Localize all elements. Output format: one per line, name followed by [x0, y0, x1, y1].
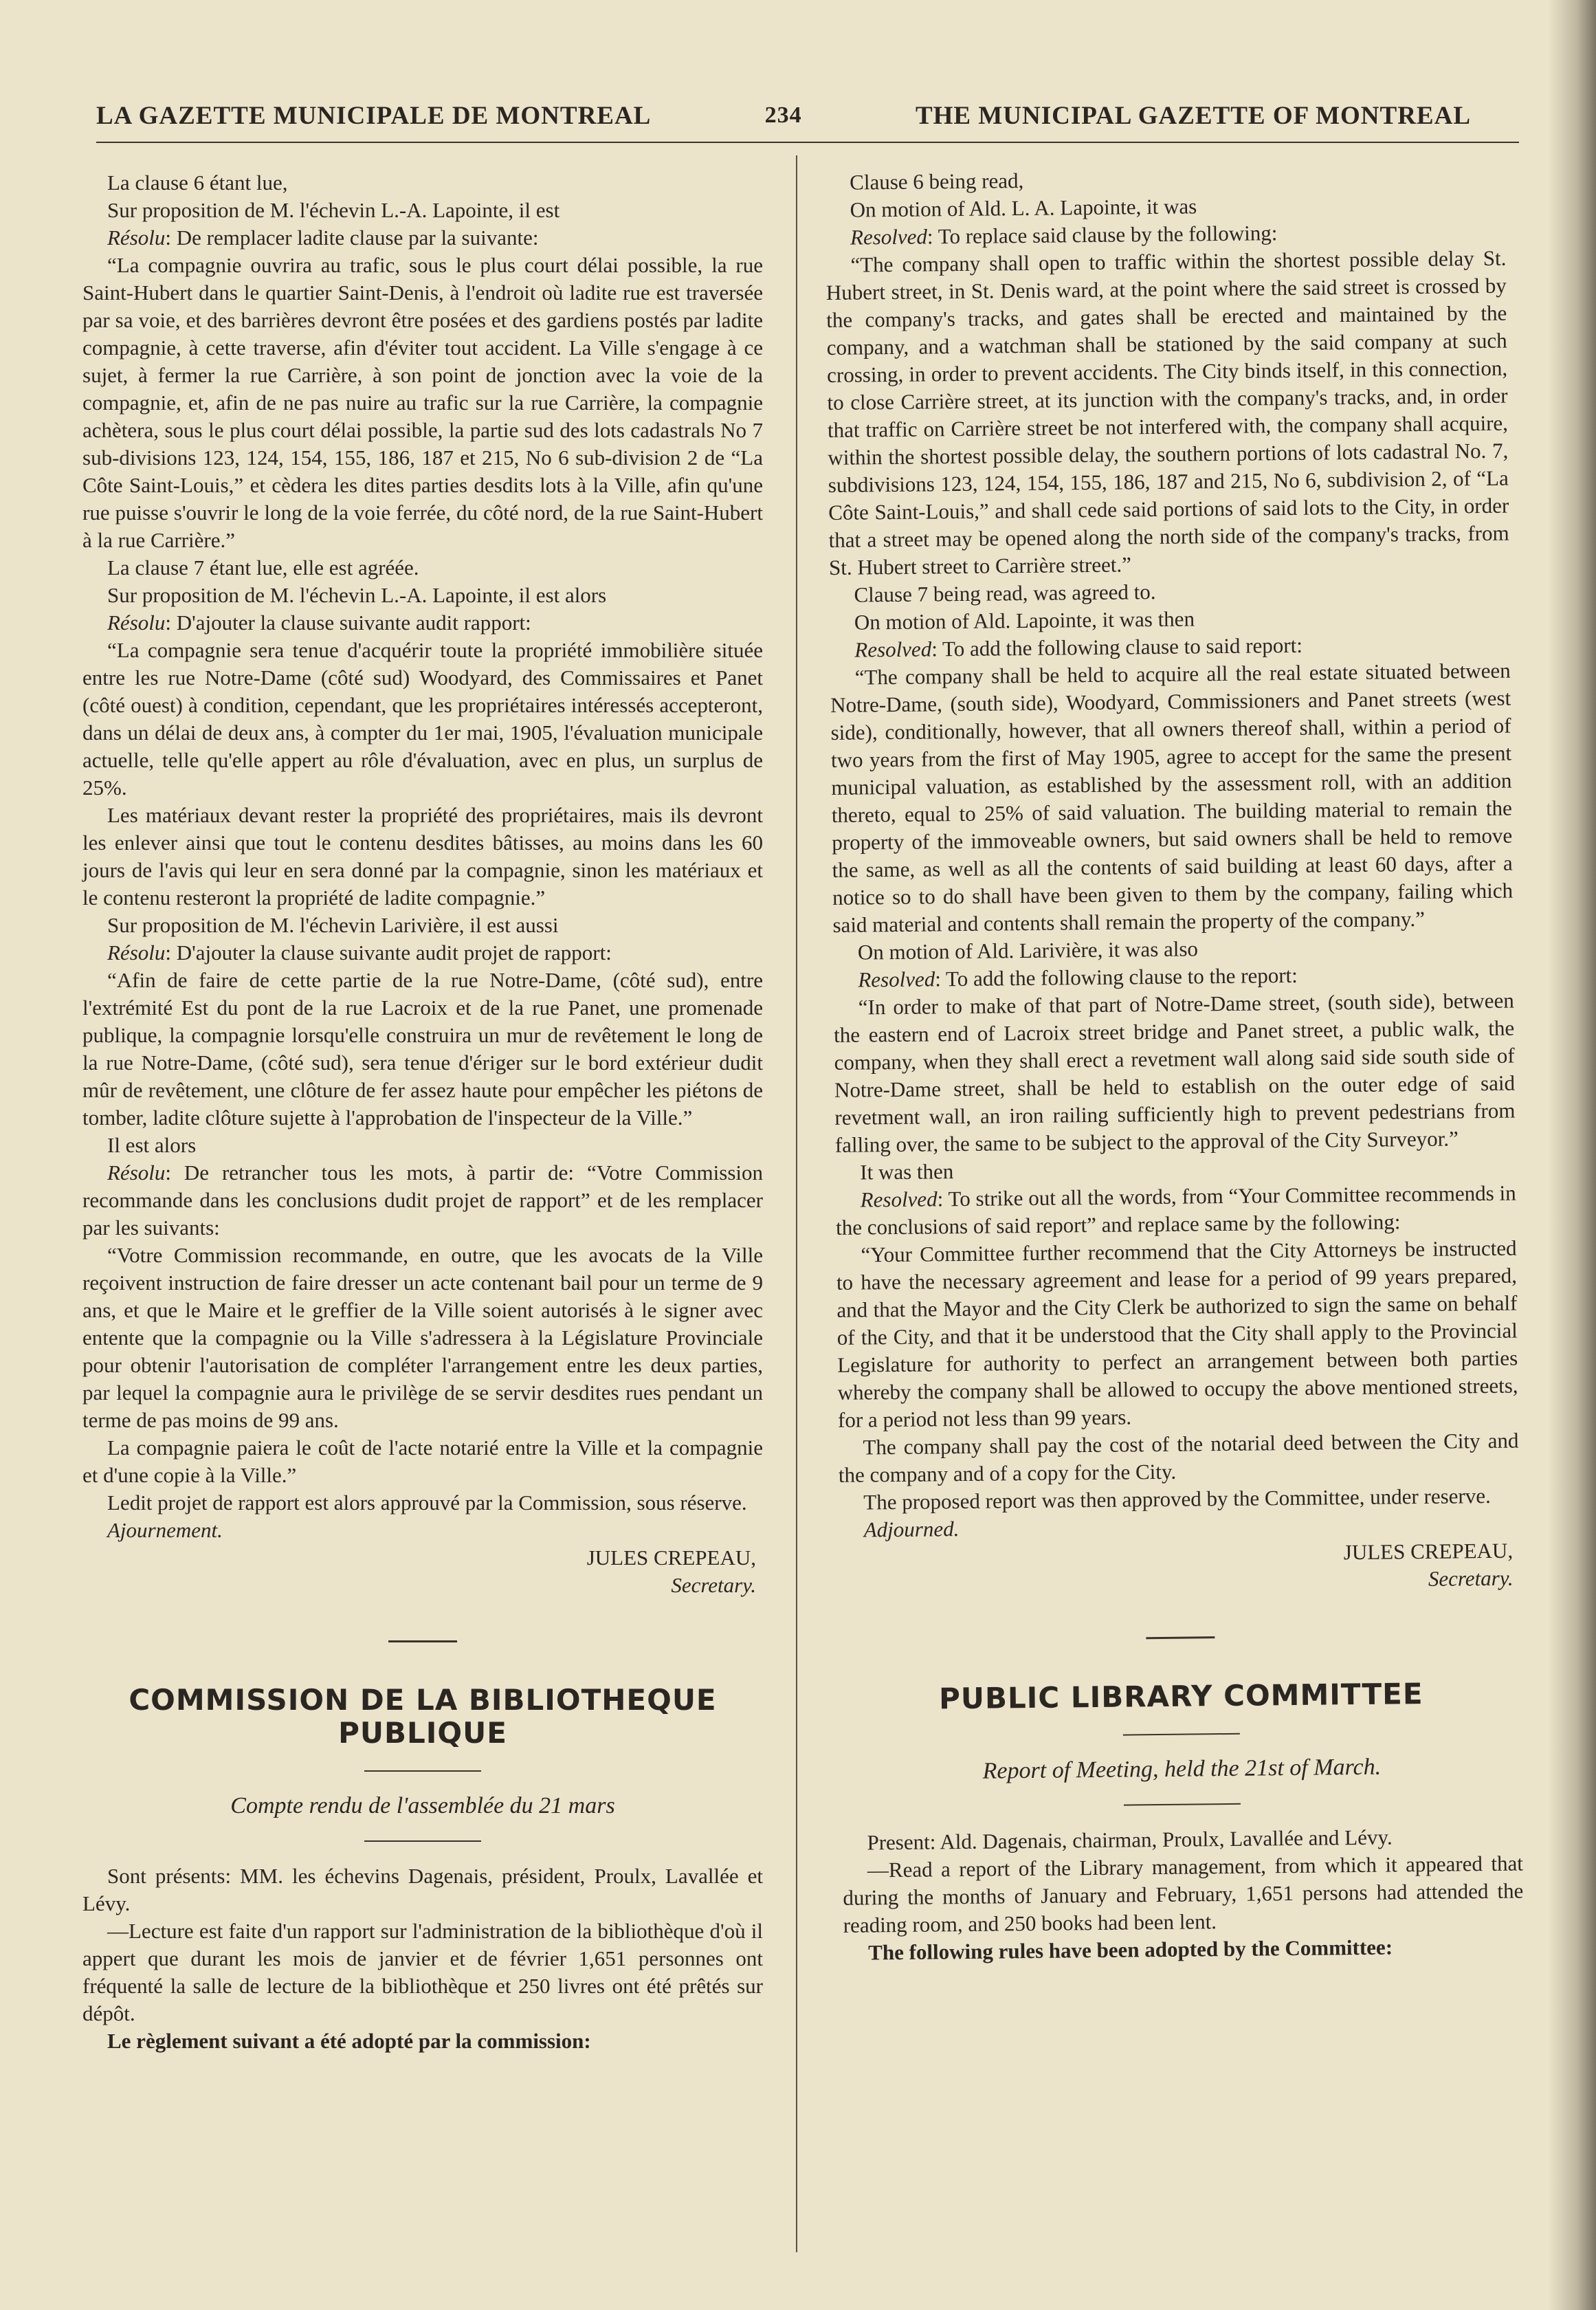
paragraph: Clause 6 being read, — [850, 168, 1024, 195]
resolution-label: Résolu — [107, 610, 166, 635]
english-column — [825, 162, 1524, 1967]
paragraph: “Votre Commission recommande, en outre, que les avocats de la Ville reçoivent instruction de faire dresser un acte contenant bail pour un terme de 9 ans, et que le Maire et le greffier de la Ville soient autorisés à le signer avec entente que la compagnie ou la Ville s'adressera à la Législature Provinciale pour obtenir l'autorisation de compléter l'arrangement entre les deux parties, par lequel la compagnie aura le privilège de se servir desdites rues pendant un terme de pas moins de 99 ans. — [82, 1243, 763, 1432]
resolution-text: : D'ajouter la clause suivante audit projet de rapport: — [165, 940, 612, 965]
paragraph: On motion of Ald. L. A. Lapointe, it was — [850, 194, 1197, 222]
section-subtitle: Report of Meeting, held the 21st of March. — [982, 1754, 1382, 1784]
paragraph: “The company shall be held to acquire all the real estate situated between Notre-Dame, (south side), Woodyard, Commissioners and Panet streets (west side), conditionally, however, that all owners thereof shall, within a period of two years from the first of May 1905, agree to accept for the same the present municipal valuation, as established by the assessment roll, with an addition thereto, equal to 25% of said valuation. The building material to remain the property of the immoveable owners, but said owners shall be held to remove the same, as well as all the contents of said building at least 60 days, after a notice so to do shall have been given to them by the company, failing which said material and contents shall remain the property of the company.” — [830, 658, 1514, 937]
page-header — [96, 95, 1471, 136]
paragraph: It was then — [860, 1159, 954, 1185]
paragraph: Ledit projet de rapport est alors approuvé par la Commission, sous réserve. — [107, 1490, 747, 1515]
paragraph: “Your Committee further recommend that the City Attorneys be instructed to have the necessary agreement and lease for a period of 99 years prepared, and that the Mayor and the City Clerk be authorized to sign the same on behalf of the City, and that it be understood that the City shall apply to the Provincial Legislature for authority to perfect an arrangement between both parties whereby the company shall be allowed to occupy the above mentioned streets, for a period not less than 99 years. — [836, 1235, 1518, 1432]
title-rule — [364, 1770, 481, 1772]
adjournment: Adjourned. — [863, 1517, 960, 1542]
paragraph: The proposed report was then approved by the Committee, under reserve. — [863, 1483, 1491, 1515]
paragraph: “Afin de faire de cette partie de la rue Notre-Dame, (côté sud), entre l'extrémité Est du pont de la rue Lacroix et de la rue Panet, une promenade publique, la compagnie lorsqu'elle construira un mur de revêtement le long de la rue Notre-Dame, (côté sud), sera tenue d'ériger sur le bord extérieur dudit mûr de revêtement, une clôture de fer assez haute pour empêcher les piétons de tomber, ladite clôture sujette à l'approbation de l'inspecteur de la Ville.” — [82, 968, 763, 1130]
resolution-label: Resolved — [854, 637, 932, 662]
paragraph: —Read a report of the Library management, from which it appeared that during the months of January and February, 1,651 persons had attended the reading room, and 250 books had been lent. — [843, 1851, 1524, 1937]
paragraph — [82, 609, 763, 637]
resolution-text: : D'ajouter la clause suivante audit rapport: — [165, 610, 531, 635]
resolution-label: Résolu — [107, 226, 166, 250]
paragraph: On motion of Ald. Lapointe, it was then — [854, 606, 1195, 635]
section-title: PUBLIC LIBRARY COMMITTEE — [938, 1677, 1423, 1716]
paragraph: “La compagnie ouvrira au trafic, sous le plus court délai possible, la rue Saint-Hubert dans le quartier Saint-Denis, à l'endroit où ladite rue est traversée par sa voie, et des barrières devront être posées et des gardiens postés par ladite compagnie, à cette traverse, afin d'éviter tout accident. La Ville s'engage à ce sujet, à fermer la rue Carrière, à son point de jonction avec la voie de la compagnie, et, afin de ne pas nuire au trafic sur la rue Carrière, la compagnie achètera, sous le plus court délai possible, la partie sud des lots cadastrals No 7 sub-divisions 123, 124, 154, 155, 186, 187 et 215, No 6 sub-division 2 de “La Côte Saint-Louis,” et cèdera les dites parties desdits lots à la Ville, afin qu'une rue puisse s'ouvrir le long de la voie ferrée, du côté nord, de la rue Saint-Hubert à la rue Carrière.” — [82, 253, 763, 552]
header-rule — [96, 142, 1519, 143]
subtitle-rule — [364, 1840, 481, 1842]
paragraph: Clause 7 being read, was agreed to. — [854, 579, 1156, 607]
paragraph: Sur proposition de M. l'échevin L.-A. Lapointe, il est — [107, 198, 560, 222]
signature-title: Secretary. — [671, 1573, 756, 1597]
resolution-label: Resolved — [850, 224, 928, 250]
paragraph — [82, 1159, 763, 1242]
paragraph: On motion of Ald. Larivière, it was also — [857, 936, 1199, 965]
resolution-text: : To strike out all the words, from “Your Committee recommends in the conclusions of said report” and replace same by the following: — [835, 1180, 1516, 1240]
paragraph: Present: Ald. Dagenais, chairman, Proulx, Lavallée and Lévy. — [867, 1825, 1393, 1855]
paragraph: “In order to make of that part of Notre-Dame street, (south side), between the eastern end of Lacroix street bridge and Panet street, a public walk, the company, when they shall erect a revetment wall along said side south side of Notre-Dame street, shall be held to establish on the outer edge of said revetment wall, an iron railing sufficiently high to prevent pedestrians from falling over, the same to be subject to the approval of the City Surveyor.” — [834, 988, 1516, 1157]
page-number: 234 — [764, 102, 802, 128]
column-divider — [796, 155, 797, 2252]
resolution-label: Résolu — [107, 940, 166, 965]
resolution-text: : De retrancher tous les mots, à partir de: “Votre Commission recommande dans les conclusions dudit projet de rapport” et de les remplacer par les suivants: — [82, 1160, 763, 1240]
page-edge-shadow — [1548, 0, 1596, 2310]
signature-name: JULES CREPEAU, — [1343, 1538, 1514, 1565]
adjournment: Ajournement. — [107, 1518, 223, 1542]
section-separator — [388, 1640, 457, 1642]
paragraph — [82, 224, 763, 252]
resolution-label: Résolu — [107, 1160, 166, 1185]
paragraph: Sur proposition de M. l'échevin Larivière, il est aussi — [107, 913, 559, 937]
resolution-label: Resolved — [858, 967, 935, 992]
paragraph: Il est alors — [107, 1133, 197, 1157]
section-subtitle: Compte rendu de l'assemblée du 21 mars — [230, 1793, 615, 1818]
resolution-text: : To replace said clause by the following: — [927, 221, 1278, 249]
paragraph: “La compagnie sera tenue d'acquérir toute la propriété immobilière située entre les rue Notre-Dame (côté sud) Woodyard, des Commissaires et Panet (côté ouest) à condition, cependant, que les propriétaires intéressés accepteront, dans un délai de deux ans, à compter du 1er mai, 1905, l'évaluation municipale actuelle, telle qu'elle appert au rôle d'évaluation, avec en plus, un surplus de 25%. — [82, 638, 763, 800]
paragraph: Sont présents: MM. les échevins Dagenais, président, Proulx, Lavallée et Lévy. — [82, 1864, 763, 1915]
french-column — [82, 169, 763, 2055]
paragraph: La compagnie paiera le coût de l'acte notarié entre la Ville et la compagnie et d'une copie à la Ville.” — [82, 1436, 763, 1487]
resolution-label: Resolved — [860, 1187, 938, 1212]
resolution-text: : De remplacer ladite clause par la suivante: — [165, 226, 539, 250]
title-rule — [1123, 1733, 1240, 1736]
paragraph — [82, 939, 763, 967]
paragraph: Les matériaux devant rester la propriété des propriétaires, mais ils devront les enlever ainsi que tout le contenu desdites bâtisses, au moins dans les 60 jours de l'avis qui leur en sera donné par la compagnie, sinon les matériaux et le contenu resteront la propriété de ladite compagnie.” — [82, 803, 763, 910]
paragraph: The following rules have been adopted by the Committee: — [867, 1935, 1393, 1965]
paragraph: “The company shall open to traffic within the shortest possible delay St. Hubert street, in St. Denis ward, at the point where the said street is crossed by the company's tracks, and gates shall be erected and maintained by the company, and a watchman shall be stationed by the said company at such crossing, in order to prevent accidents. The City binds itself, in this connection, to close Carrière street, at its junction with the company's tracks, and, in order that traffic on Carrière street be not interfered with, the company shall acquire, within the shortest possible delay, the southern portions of lots cadastral No. 7, subdivisions 123, 124, 154, 155, 186, 187 and 215, No 6, subdivision 2, of “La Côte Saint-Louis,” and shall cede said portions of said lots to the City, in order that a street may be opened along the north side of the company's tracks, from St. Hubert street to Carrière street.” — [825, 245, 1509, 580]
paragraph: La clause 7 étant lue, elle est agréée. — [107, 556, 419, 580]
resolution-text: : To add the following clause to said report: — [931, 632, 1303, 661]
paragraph: The company shall pay the cost of the notarial deed between the City and the company and of a copy for the City. — [838, 1428, 1519, 1487]
paragraph: La clause 6 étant lue, — [107, 170, 288, 195]
section-separator — [1146, 1636, 1215, 1639]
paragraph — [835, 1180, 1516, 1242]
header-left-title: LA GAZETTE MUNICIPALE DE MONTREAL — [96, 101, 652, 130]
section-title: COMMISSION DE LA BIBLIOTHEQUE PUBLIQUE — [129, 1683, 717, 1750]
resolution-text: : To add the following clause to the report: — [935, 962, 1298, 991]
header-right-title: THE MUNICIPAL GAZETTE OF MONTREAL — [915, 101, 1471, 130]
paragraph: —Lecture est faite d'un rapport sur l'administration de la bibliothèque d'où il appert que durant les mois de janvier et de février 1,651 personnes ont fréquenté la salle de lecture de la bibliothèque et 250 livres ont été prêtés sur dépôt. — [82, 1919, 763, 2025]
paragraph: Sur proposition de M. l'échevin L.-A. Lapointe, il est alors — [107, 583, 607, 607]
signature-name: JULES CREPEAU, — [586, 1546, 756, 1570]
paragraph: Le règlement suivant a été adopté par la commission: — [107, 2029, 591, 2053]
subtitle-rule — [1124, 1803, 1241, 1806]
signature-title: Secretary. — [1428, 1565, 1514, 1591]
